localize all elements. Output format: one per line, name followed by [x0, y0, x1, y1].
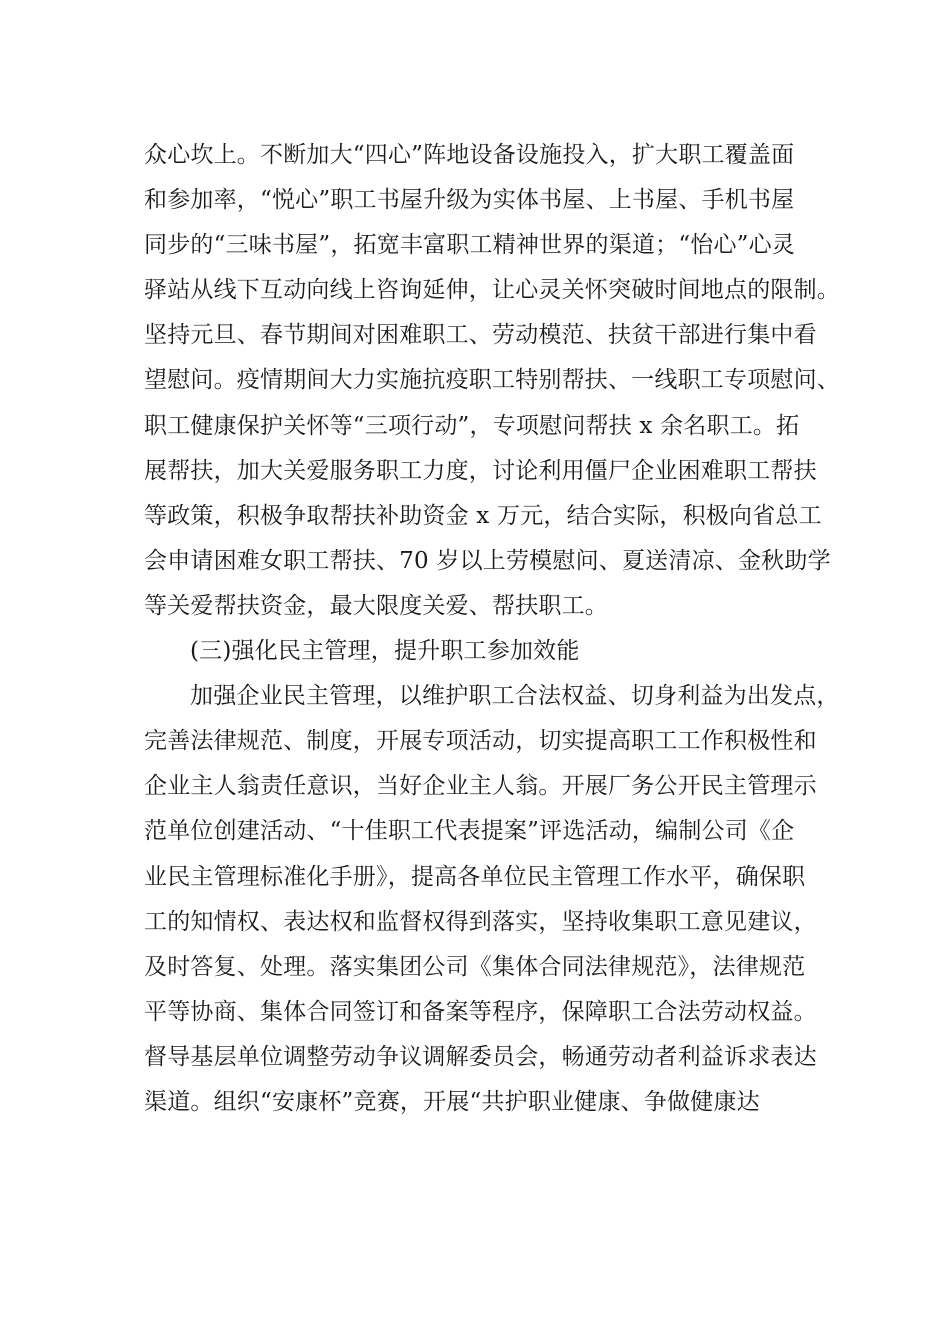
text-line: 望慰问。疫情期间大力实施抗疫职工特别帮扶、一线职工专项慰问、	[144, 367, 840, 394]
section-heading: (三)强化民主管理，提升职工参加效能	[190, 638, 580, 665]
paragraph-care-services	[144, 133, 844, 629]
text-line: 工的知情权、表达权和监督权得到落实，坚持收集职工意见建议，	[144, 908, 817, 935]
text-line: 和参加率，“悦心”职工书屋升级为实体书屋、上书屋、手机书屋	[144, 187, 795, 214]
paragraph-democratic-management	[144, 674, 844, 1125]
text-line: 及时答复、处理。落实集团公司《集体合同法律规范》，法律规范	[144, 953, 806, 980]
text-line: 会申请困难女职工帮扶、70 岁以上劳模慰问、夏送清凉、金秋助学	[144, 547, 831, 574]
document-body	[144, 133, 844, 1125]
text-line: 等关爱帮扶资金，最大限度关爱、帮扶职工。	[144, 592, 608, 619]
text-line: 督导基层单位调整劳动争议调解委员会，畅通劳动者利益诉求表达	[144, 1043, 817, 1070]
text-line: 业民主管理标准化手册》，提高各单位民主管理工作水平，确保职	[144, 863, 806, 890]
text-line: 完善法律规范、制度，开展专项活动，切实提高职工工作积极性和	[144, 728, 817, 755]
text-line: 渠道。组织“安康杯”竞赛，开展“共护职业健康、争做健康达	[144, 1088, 760, 1115]
section-heading-3	[144, 629, 844, 674]
text-line: 加强企业民主管理，以维护职工合法权益、切身利益为出发点，	[190, 683, 840, 710]
text-line: 坚持元旦、春节期间对困难职工、劳动模范、扶贫干部进行集中看	[144, 322, 817, 349]
text-line: 企业主人翁责任意识，当好企业主人翁。开展厂务公开民主管理示	[144, 773, 817, 800]
text-line: 平等协商、集体合同签订和备案等程序，保障职工合法劳动权益。	[144, 998, 817, 1025]
text-line: 众心坎上。不断加大“四心”阵地设备设施投入，扩大职工覆盖面	[144, 142, 795, 168]
text-line: 等政策，积极争取帮扶补助资金 x 万元，结合实际，积极向省总工	[144, 502, 822, 529]
text-line: 同步的“三味书屋”，拓宽丰富职工精神世界的渠道；“怡心”心灵	[144, 232, 796, 259]
text-line: 驿站从线下互动向线上咨询延伸，让心灵关怀突破时间地点的限制。	[144, 277, 840, 304]
text-line: 展帮扶，加大关爱服务职工力度，讨论利用僵尸企业困难职工帮扶	[144, 457, 817, 484]
text-line: 范单位创建活动、“十佳职工代表提案”评选活动，编制公司《企	[144, 818, 795, 845]
text-line: 职工健康保护关怀等“三项行动”，专项慰问帮扶 x 余名职工。拓	[144, 412, 800, 439]
